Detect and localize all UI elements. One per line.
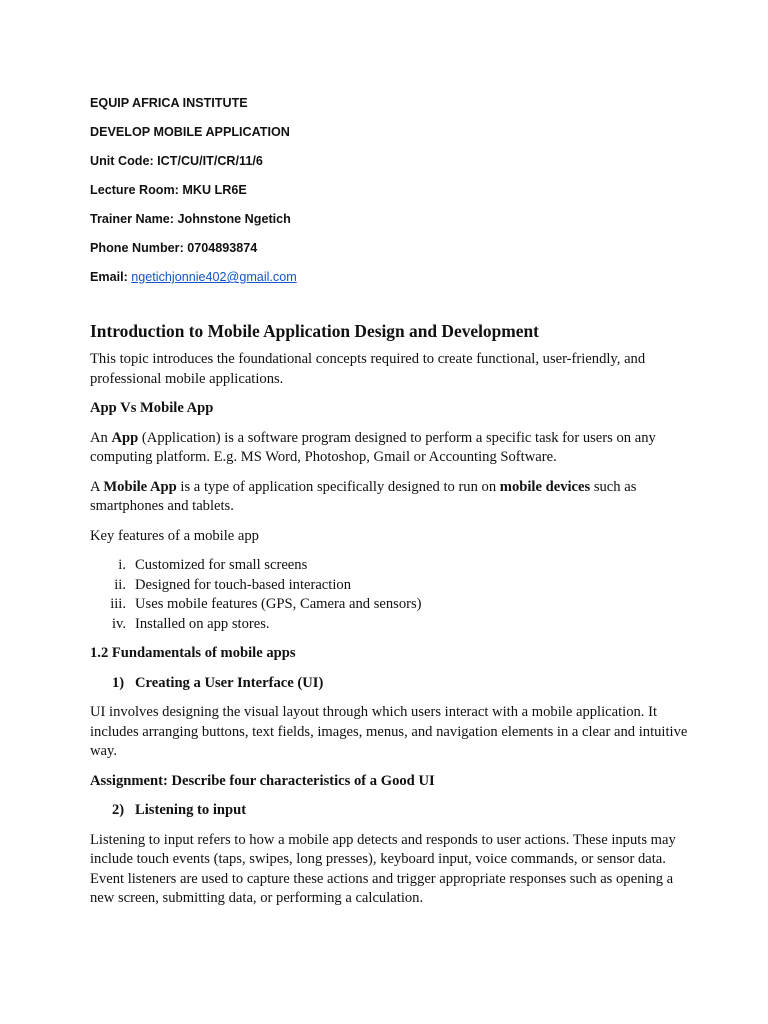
intro-paragraph: This topic introduces the foundational concepts required to create functional, user-friendly, and professional mobile applications. (90, 351, 646, 387)
list-item (90, 595, 688, 615)
ui-number: 1) (112, 674, 125, 691)
assignment-line: Assignment: Describe four characteristics of a Good UI (90, 772, 435, 789)
list-item (90, 556, 688, 576)
list-item (90, 576, 688, 596)
ui-subheading (90, 674, 688, 694)
list-item-text: Installed on app stores. (135, 615, 270, 632)
course-title: DEVELOP MOBILE APPLICATION (90, 125, 290, 139)
features-list (90, 556, 688, 634)
input-heading-text: Listening to input (135, 802, 247, 818)
section-title: Introduction to Mobile Application Design and Development (90, 321, 539, 341)
app-def-rest: (Application) is a software program designed to perform a specific task for users on any computing platform. E.g. MS Word, Photoshop, Gmail or Accounting Software. (90, 429, 656, 465)
mobile-def-mid: is a type of application specifically designed to run on (176, 478, 500, 495)
mobile-def-rest: such as smartphones and tablets. (90, 478, 637, 514)
app-vs-mobile-heading: App Vs Mobile App (90, 400, 214, 416)
email-line (90, 269, 688, 285)
list-marker: i. (118, 557, 126, 573)
trainer-name: Trainer Name: Johnstone Ngetich (90, 212, 291, 226)
features-intro: Key features of a mobile app (90, 527, 259, 544)
ui-paragraph: UI involves designing the visual layout through which users interact with a mobile application. It includes arranging buttons, text fields, images, menus, and navigation elements in a clear and intuitive way. (90, 704, 688, 759)
list-marker: iv. (111, 615, 126, 632)
mobile-def-prefix: A (90, 478, 104, 495)
app-definition-paragraph (90, 429, 688, 468)
institute-name: EQUIP AFRICA INSTITUTE (90, 96, 248, 110)
input-subheading (90, 801, 688, 821)
app-def-prefix: An (90, 429, 112, 446)
phone-number: Phone Number: 0704893874 (90, 241, 258, 255)
list-item (90, 615, 688, 635)
mobile-app-definition-paragraph (90, 478, 688, 517)
list-item-text: Customized for small screens (135, 557, 308, 573)
input-paragraph: Listening to input refers to how a mobile app detects and responds to user actions. These inputs may include touch events (taps, swipes, long presses), keyboard input, voice commands, or sensor data. Event listeners are used to capture these actions and trigger appropriate responses such as opening a new screen, submitting data, or performing a calculation. (90, 831, 676, 906)
fundamentals-heading: 1.2 Fundamentals of mobile apps (90, 645, 296, 661)
unit-code: Unit Code: ICT/CU/IT/CR/11/6 (90, 154, 263, 168)
list-item-text: Designed for touch-based interaction (135, 576, 351, 593)
email-link[interactable]: ngetichjonnie402@gmail.com (131, 270, 297, 284)
ui-heading-text: Creating a User Interface (UI) (135, 674, 324, 691)
list-item-text: Uses mobile features (GPS, Camera and sensors) (135, 596, 422, 612)
lecture-room: Lecture Room: MKU LR6E (90, 183, 247, 197)
mobile-app-term: Mobile App (103, 478, 177, 495)
email-label: Email: (90, 270, 132, 284)
list-marker: iii. (110, 596, 126, 612)
app-term: App (111, 429, 139, 446)
list-marker: ii. (114, 576, 126, 593)
mobile-devices-term: mobile devices (499, 478, 591, 495)
input-number: 2) (112, 802, 125, 818)
